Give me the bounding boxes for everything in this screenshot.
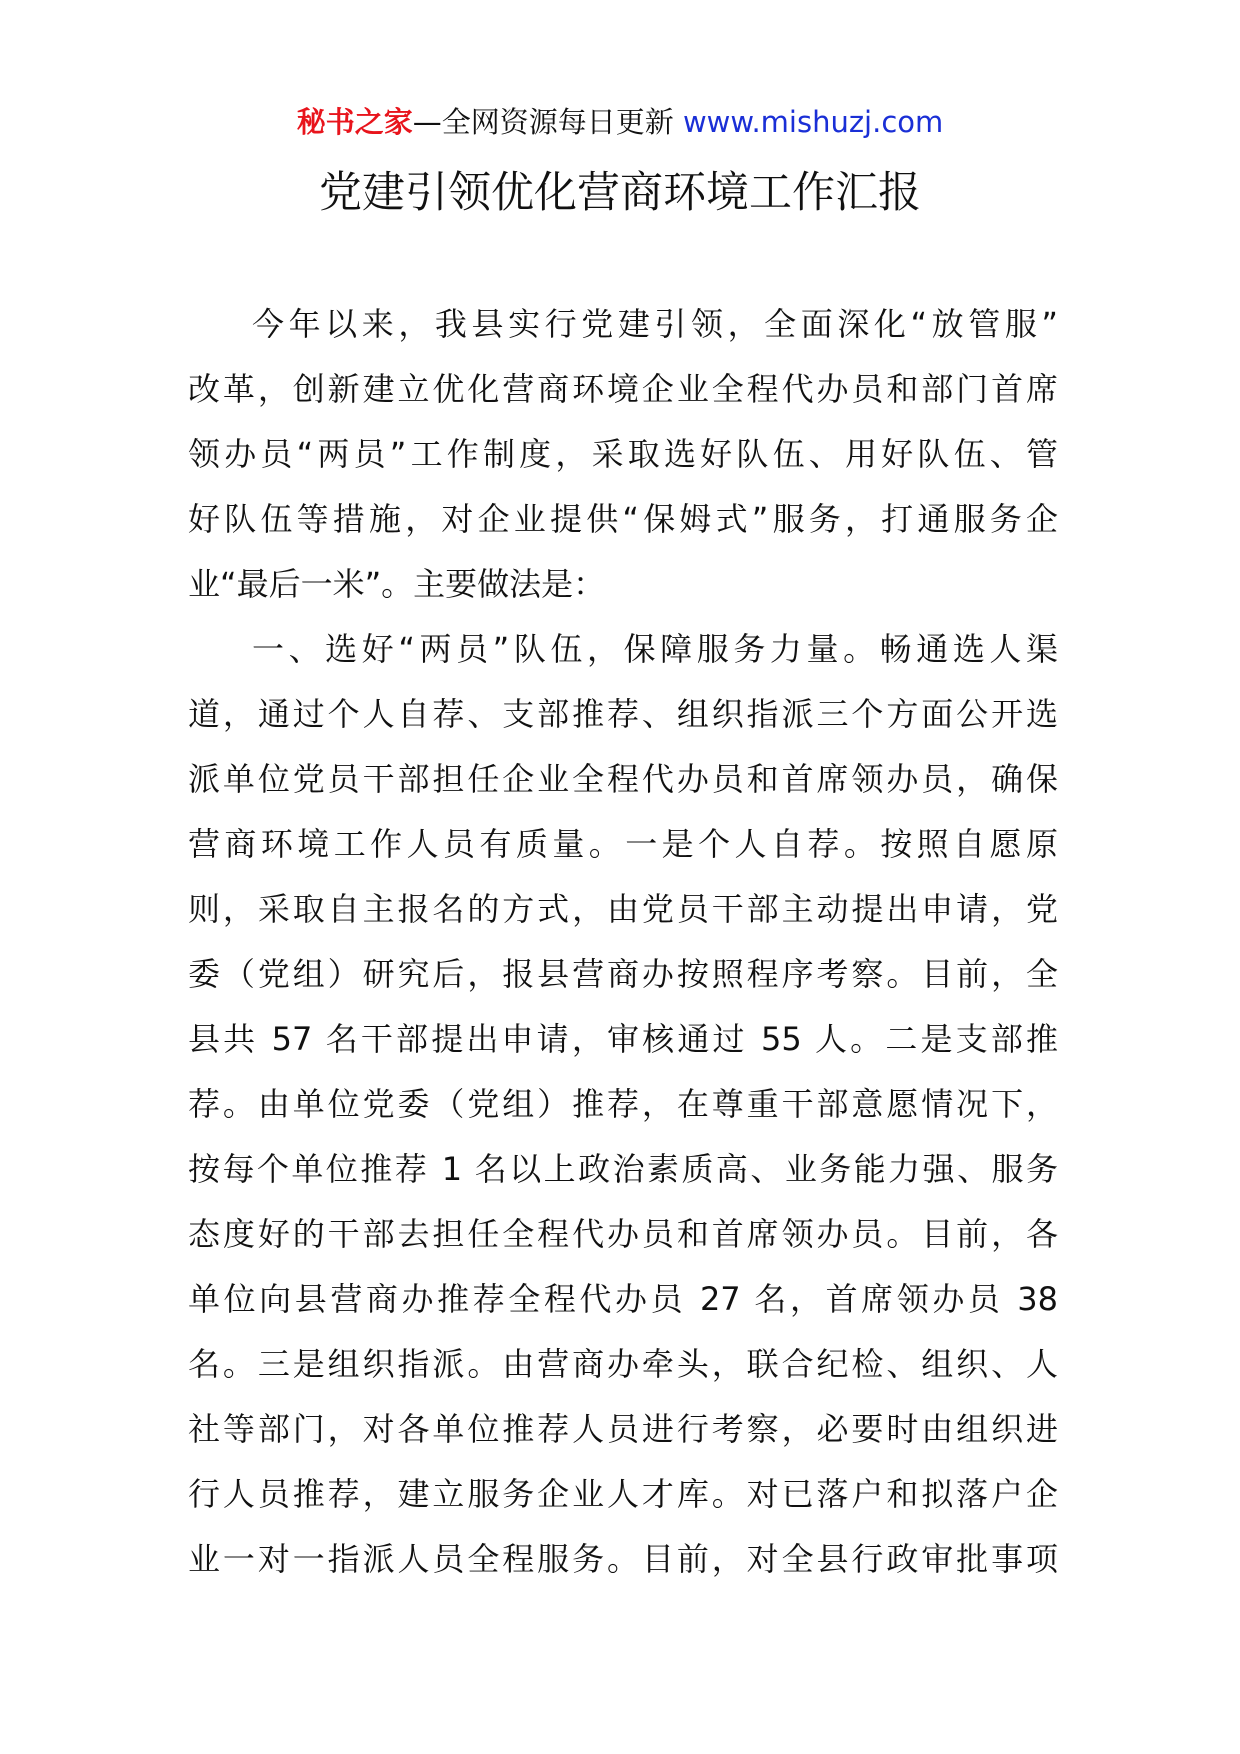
body-line: 荐。由单位党委（党组）推荐，在尊重干部意愿情况下， [188,1085,1058,1123]
body-line: 则，采取自主报名的方式，由党员干部主动提出申请，党 [188,890,1058,928]
document-title: 党建引领优化营商环境工作汇报 [319,168,921,218]
body-line: 单位向县营商办推荐全程代办员 27 名，首席领办员 38 [188,1280,1058,1318]
body-line: 委（党组）研究后，报县营商办按照程序考察。目前，全 [188,955,1058,993]
body-line: 改革，创新建立优化营商环境企业全程代办员和部门首席 [188,370,1058,408]
banner-slogan: —全网资源每日更新 [412,105,683,139]
brand-name: 秘书之家 [296,105,413,139]
body-line: 名。三是组织指派。由营商办牵头，联合纪检、组织、人 [188,1345,1058,1383]
body-line: 业一对一指派人员全程服务。目前，对全县行政审批事项 [188,1540,1058,1578]
body-line: 道，通过个人自荐、支部推荐、组织指派三个方面公开选 [188,695,1058,733]
body-line: 领办员“两员”工作制度，采取选好队伍、用好队伍、管 [188,435,1058,473]
body-line: 县共 57 名干部提出申请，审核通过 55 人。二是支部推 [188,1020,1058,1058]
body-line: 态度好的干部去担任全程代办员和首席领办员。目前，各 [188,1215,1058,1253]
site-banner [0,102,1240,142]
body-line: 派单位党员干部担任企业全程代办员和首席领办员，确保 [188,760,1058,798]
body-line: 社等部门，对各单位推荐人员进行考察，必要时由组织进 [188,1410,1058,1448]
body-line: 业“最后一米”。主要做法是： [188,565,606,603]
body-line: 行人员推荐，建立服务企业人才库。对已落户和拟落户企 [188,1475,1058,1513]
document-body [188,292,1058,1592]
body-line: 按每个单位推荐 1 名以上政治素质高、业务能力强、服务 [188,1150,1058,1188]
body-line: 营商环境工作人员有质量。一是个人自荐。按照自愿原 [188,825,1058,863]
body-line: 今年以来，我县实行党建引领，全面深化“放管服” [252,305,1058,343]
body-line: 好队伍等措施，对企业提供“保姆式”服务，打通服务企 [188,500,1058,538]
site-url-link[interactable]: www.mishuzj.com [682,105,944,139]
body-line: 一、选好“两员”队伍，保障服务力量。畅通选人渠 [252,630,1058,668]
